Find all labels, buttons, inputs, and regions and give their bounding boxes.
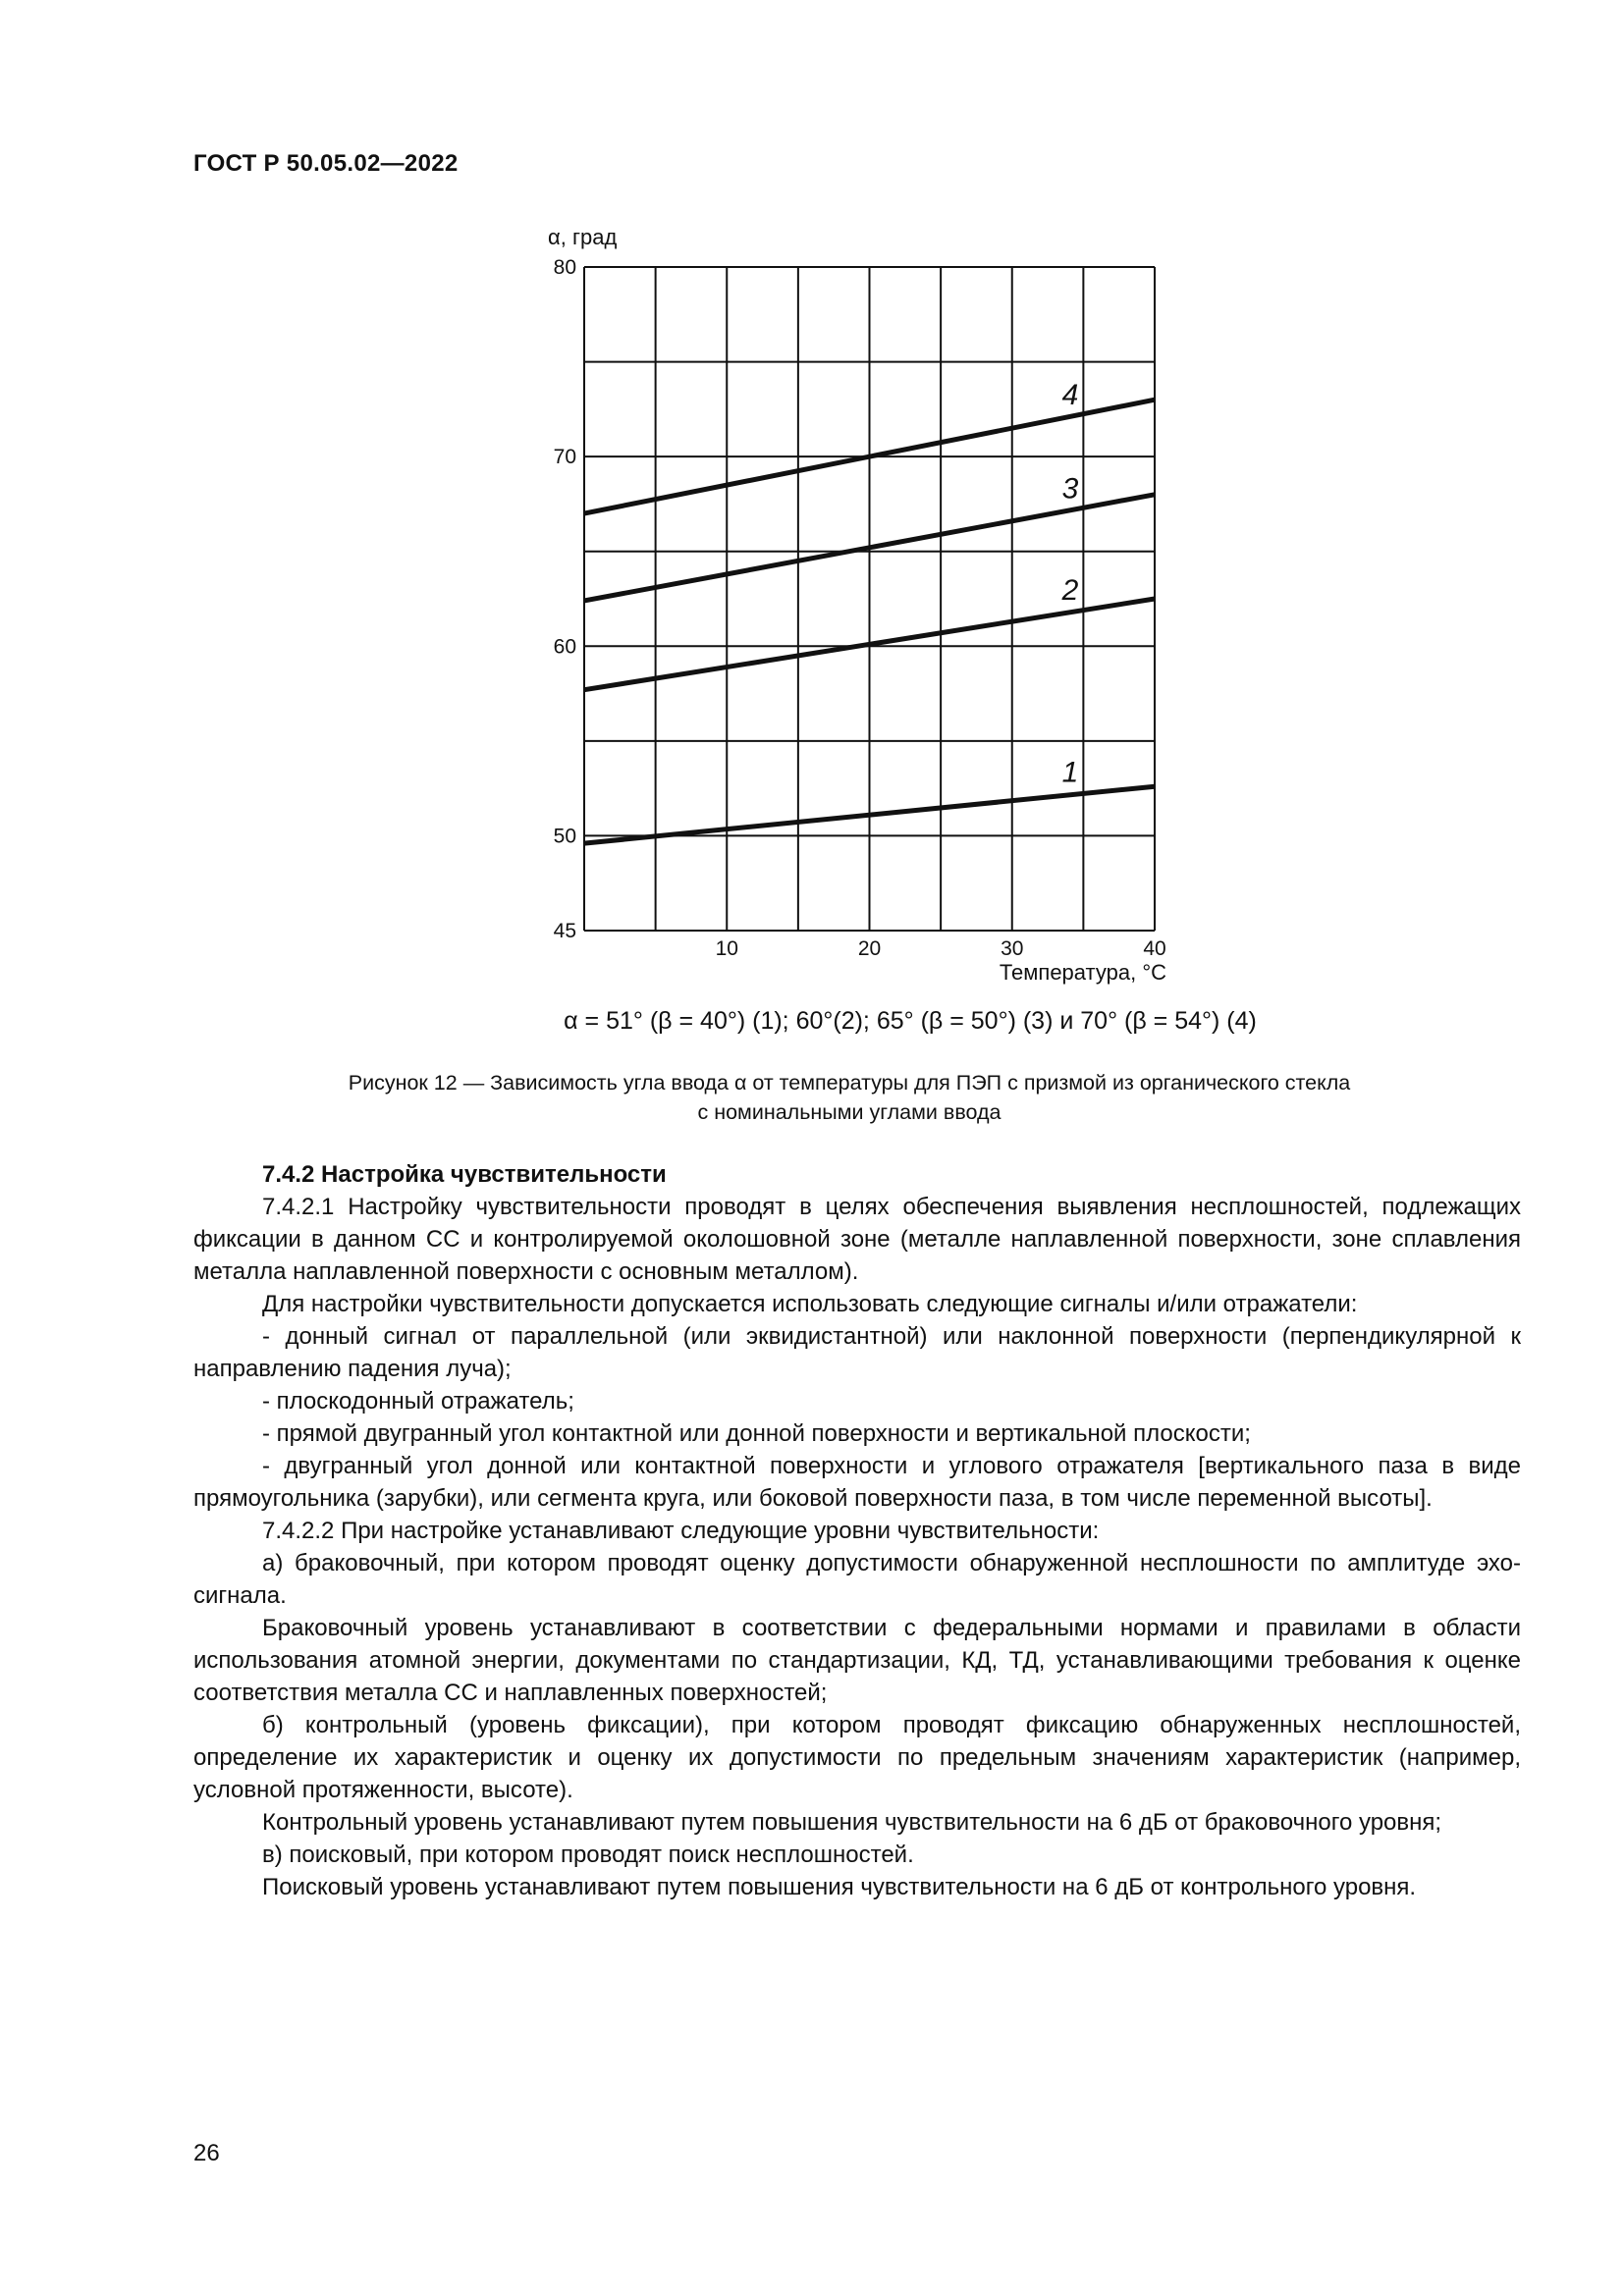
body-text: [193, 1158, 1521, 1903]
paragraph: а) браковочный, при котором проводят оценку допустимости обнаруженной несплошности по амплитуде эхо-сигнала.: [193, 1550, 1521, 1609]
series-label: 4: [1061, 379, 1079, 412]
y-tick-label: 45: [553, 920, 576, 942]
angle-temperature-chart: [0, 0, 1624, 1001]
y-tick-label: 80: [553, 256, 576, 279]
x-tick-label: 20: [857, 937, 882, 960]
y-tick-label: 70: [553, 446, 576, 469]
section-heading: 7.4.2 Настройка чувствительности: [262, 1161, 667, 1188]
figure-caption: [245, 1068, 1453, 1127]
caption-line-2: с номинальными углами ввода: [697, 1100, 1001, 1124]
paragraph: - плоскодонный отражатель;: [262, 1388, 574, 1415]
series-label: 1: [1061, 756, 1079, 789]
x-tick-label: 10: [715, 937, 738, 960]
paragraph: в) поисковый, при котором проводят поиск несплошностей.: [262, 1842, 914, 1868]
x-tick-label: 30: [1001, 937, 1024, 960]
x-tick-label: 40: [1143, 937, 1166, 960]
caption-line-1: Рисунок 12 — Зависимость угла ввода α от температуры для ПЭП с призмой из органического стекла: [348, 1071, 1351, 1095]
paragraph: 7.4.2.1 Настройку чувствительности проводят в целях обеспечения выявления несплошностей, подлежащих фиксации в данном СС и контролируемой околошовной зоне (металле наплавленной поверхности, зоне сплавления металла наплавленной поверхности с основным металлом).: [193, 1194, 1521, 1285]
page-number: 26: [193, 2140, 220, 2166]
y-tick-label: 50: [553, 825, 576, 848]
series-label: 2: [1061, 574, 1079, 608]
x-axis-label: Температура, °С: [999, 960, 1166, 985]
paragraph: Для настройки чувствительности допускается использовать следующие сигналы и/или отражатели:: [262, 1291, 1358, 1317]
figure-formula: α = 51° (β = 40°) (1); 60°(2); 65° (β = 50°) (3) и 70° (β = 54°) (4): [564, 1007, 1257, 1035]
paragraph: Браковочный уровень устанавливают в соответствии с федеральными нормами и правилами в области использования атомной энергии, документами по стандартизации, КД, ТД, устанавливающими требования к оценке соответствия металла СС и наплавленных поверхностей;: [193, 1615, 1521, 1706]
paragraph: Контрольный уровень устанавливают путем повышения чувствительности на 6 дБ от браковочного уровня;: [262, 1809, 1442, 1836]
paragraph: - донный сигнал от параллельной (или эквидистантной) или наклонной поверхности (перпендикулярной к направлению падения луча);: [193, 1323, 1521, 1382]
series-label: 3: [1061, 472, 1079, 506]
paragraph: - двугранный угол донной или контактной поверхности и углового отражателя [вертикального паза в виде прямоугольника (зарубки), или сегмента круга, или боковой поверхности паза, в том числе переменной высоты].: [193, 1453, 1521, 1512]
document-header: ГОСТ Р 50.05.02—2022: [193, 150, 459, 177]
paragraph: Поисковый уровень устанавливают путем повышения чувствительности на 6 дБ от контрольного уровня.: [262, 1874, 1417, 1900]
paragraph: 7.4.2.2 При настройке устанавливают следующие уровни чувствительности:: [262, 1518, 1100, 1544]
paragraph: - прямой двугранный угол контактной или донной поверхности и вертикальной плоскости;: [262, 1420, 1251, 1447]
y-axis-label: α, град: [548, 225, 618, 249]
y-tick-label: 60: [553, 635, 576, 659]
paragraph: б) контрольный (уровень фиксации), при котором проводят фиксацию обнаруженных несплошностей, определение их характеристик и оценку их допустимости по предельным значениям характеристик (например, условной протяженности, высоте).: [193, 1712, 1521, 1803]
